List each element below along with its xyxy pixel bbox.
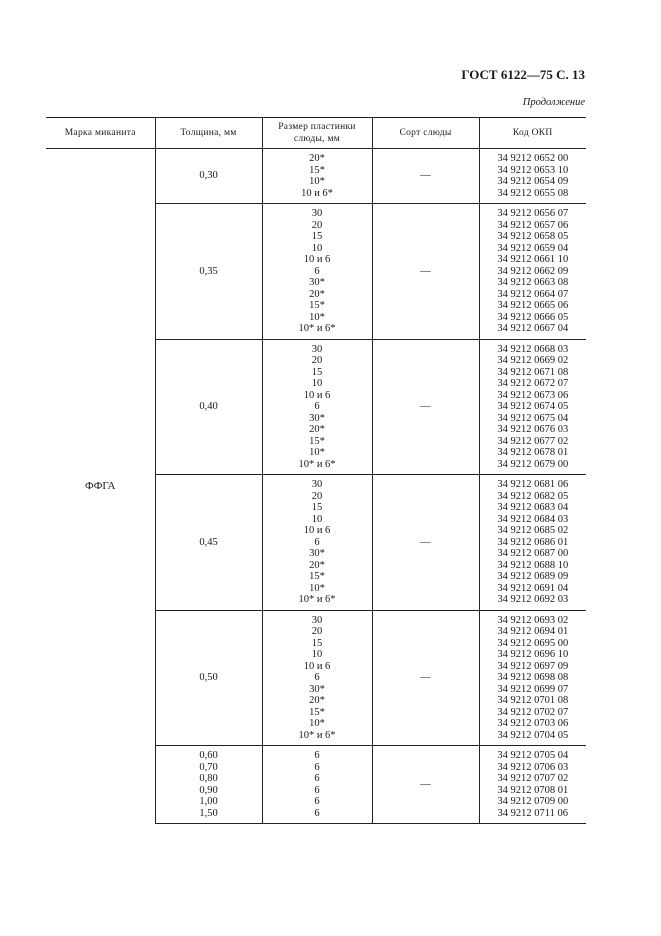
plate-size-value: 6	[314, 807, 320, 819]
okp-code-value: 34 9212 0686 01	[497, 536, 569, 548]
thickness-cell	[155, 610, 262, 746]
plate-size-value: 6	[314, 536, 320, 548]
mica-grade-cell: —	[372, 610, 479, 746]
plate-size-value: 15*	[309, 571, 325, 582]
plate-size-value: 20	[311, 490, 323, 502]
plate-size-value: 15	[311, 637, 323, 649]
okp-code-value: 34 9212 0652 00	[497, 153, 569, 164]
plate-size-value: 10	[311, 242, 323, 254]
okp-code-value: 34 9212 0678 01	[497, 447, 569, 458]
plate-size-value: 10 и 6	[303, 660, 331, 672]
plate-size-value: 10	[311, 513, 323, 525]
plate-size-cell	[262, 149, 372, 204]
okp-code-value: 34 9212 0654 09	[497, 176, 569, 187]
okp-code-value: 34 9212 0672 07	[497, 378, 569, 389]
table-body	[46, 149, 586, 824]
okp-code-cell	[479, 339, 586, 475]
continuation-label: Продолжение	[522, 97, 585, 108]
plate-size-value: 10*	[309, 582, 325, 594]
plate-size-cell	[262, 204, 372, 340]
okp-code-value: 34 9212 0668 03	[497, 343, 569, 355]
thickness-cell	[155, 746, 262, 824]
okp-code-value: 34 9212 0662 09	[497, 265, 569, 277]
okp-code-value: 34 9212 0705 04	[497, 750, 569, 761]
plate-size-value: 30	[311, 343, 323, 355]
plate-size-value: 15*	[309, 164, 325, 176]
thickness-cell	[155, 475, 262, 611]
okp-code-value: 34 9212 0659 04	[497, 242, 569, 254]
okp-code-value: 34 9212 0685 02	[497, 525, 569, 536]
okp-code-value: 34 9212 0704 05	[497, 729, 569, 741]
column-header-brand: Марка миканита	[46, 118, 155, 149]
table-header-row	[46, 118, 586, 149]
okp-code-value: 34 9212 0688 10	[497, 559, 569, 571]
plate-size-value: 10* и 6*	[298, 458, 336, 470]
plate-size-value: 30	[311, 208, 323, 219]
plate-size-value: 20	[311, 219, 323, 231]
okp-code-value: 34 9212 0677 02	[497, 435, 569, 447]
plate-size-value: 10* и 6*	[298, 729, 336, 741]
column-header-okp-code: Код ОКП	[479, 118, 586, 149]
thickness-cell	[155, 149, 262, 204]
plate-size-value: 30*	[309, 412, 325, 424]
plate-size-value: 30	[311, 614, 323, 626]
okp-code-value: 34 9212 0681 06	[497, 479, 569, 490]
plate-size-value: 10*	[309, 718, 325, 729]
plate-size-value: 15*	[309, 706, 325, 718]
plate-size-cell	[262, 475, 372, 611]
okp-code-value: 34 9212 0675 04	[497, 412, 569, 424]
plate-size-value: 10*	[309, 311, 325, 323]
thickness-value: 0,70	[199, 761, 218, 773]
okp-code-value: 34 9212 0674 05	[497, 401, 569, 412]
okp-code-value: 34 9212 0682 05	[497, 490, 569, 502]
mica-table	[46, 117, 586, 824]
thickness-value: 0,90	[199, 784, 218, 796]
plate-size-value: 30*	[309, 277, 325, 288]
column-header-plate-size: Размер пластинки слюды, мм	[262, 118, 372, 149]
okp-code-value: 34 9212 0707 02	[497, 773, 569, 784]
plate-size-value: 10*	[309, 447, 325, 458]
plate-size-cell	[262, 746, 372, 824]
thickness-value: 0,60	[199, 750, 218, 761]
okp-code-value: 34 9212 0664 07	[497, 288, 569, 300]
plate-size-value: 10 и 6*	[301, 187, 333, 199]
column-header-mica-grade: Сорт слюды	[372, 118, 479, 149]
plate-size-value: 30*	[309, 548, 325, 559]
okp-code-cell	[479, 149, 586, 204]
okp-code-value: 34 9212 0653 10	[497, 164, 569, 176]
mica-grade-cell: —	[372, 339, 479, 475]
thickness-value: 1,50	[199, 807, 218, 819]
plate-size-value: 15	[311, 231, 323, 242]
thickness-value: 0,40	[199, 401, 218, 412]
okp-code-value: 34 9212 0669 02	[497, 355, 569, 366]
plate-size-value: 10 и 6	[303, 389, 331, 401]
mica-grade-cell: —	[372, 475, 479, 611]
plate-size-value: 6	[314, 672, 320, 683]
okp-code-value: 34 9212 0709 00	[497, 796, 569, 807]
okp-code-value: 34 9212 0658 05	[497, 231, 569, 242]
okp-code-value: 34 9212 0708 01	[497, 784, 569, 796]
okp-code-value: 34 9212 0663 08	[497, 277, 569, 288]
plate-size-value: 6	[314, 750, 320, 761]
plate-size-value: 15*	[309, 435, 325, 447]
thickness-value: 1,00	[199, 796, 218, 807]
plate-size-value: 15*	[309, 300, 325, 311]
okp-code-value: 34 9212 0706 03	[497, 761, 569, 773]
plate-size-value: 30	[311, 479, 323, 490]
okp-code-value: 34 9212 0694 01	[497, 626, 569, 637]
plate-size-value: 10	[311, 649, 323, 660]
plate-size-value: 10*	[309, 176, 325, 187]
okp-code-value: 34 9212 0695 00	[497, 637, 569, 649]
plate-size-cell	[262, 339, 372, 475]
okp-code-value: 34 9212 0671 08	[497, 366, 569, 378]
plate-size-value: 20*	[309, 424, 325, 435]
plate-size-value: 20*	[309, 559, 325, 571]
okp-code-value: 34 9212 0698 08	[497, 672, 569, 683]
mica-grade-cell: —	[372, 746, 479, 824]
plate-size-value: 6	[314, 784, 320, 796]
thickness-cell	[155, 204, 262, 340]
okp-code-value: 34 9212 0701 08	[497, 695, 569, 706]
okp-code-value: 34 9212 0679 00	[497, 458, 569, 470]
plate-size-value: 6	[314, 773, 320, 784]
okp-code-value: 34 9212 0676 03	[497, 424, 569, 435]
thickness-value: 0,30	[199, 170, 218, 182]
plate-size-value: 10* и 6*	[298, 323, 336, 334]
okp-code-value: 34 9212 0692 03	[497, 594, 569, 605]
okp-code-value: 34 9212 0699 07	[497, 683, 569, 695]
okp-code-value: 34 9212 0656 07	[497, 208, 569, 219]
okp-code-cell	[479, 610, 586, 746]
plate-size-value: 10* и 6*	[298, 594, 336, 605]
thickness-value: 0,80	[199, 773, 218, 784]
plate-size-value: 20*	[309, 695, 325, 706]
page-header: ГОСТ 6122—75 С. 13	[461, 67, 585, 82]
column-header-thickness: Толщина, мм	[155, 118, 262, 149]
plate-size-cell	[262, 610, 372, 746]
okp-code-value: 34 9212 0697 09	[497, 660, 569, 672]
plate-size-value: 10 и 6	[303, 254, 331, 265]
plate-size-value: 30*	[309, 683, 325, 695]
plate-size-value: 20*	[309, 153, 325, 164]
plate-size-value: 6	[314, 796, 320, 807]
okp-code-value: 34 9212 0683 04	[497, 502, 569, 513]
plate-size-value: 6	[314, 761, 320, 773]
brand-cell: ФФГА	[46, 149, 155, 824]
mica-grade-cell: —	[372, 204, 479, 340]
mica-grade-cell: —	[372, 149, 479, 204]
okp-code-value: 34 9212 0693 02	[497, 614, 569, 626]
plate-size-value: 20	[311, 355, 323, 366]
plate-size-value: 20	[311, 626, 323, 637]
okp-code-value: 34 9212 0673 06	[497, 389, 569, 401]
okp-code-cell	[479, 475, 586, 611]
thickness-value: 0,50	[199, 672, 218, 683]
okp-code-value: 34 9212 0711 06	[497, 807, 568, 819]
okp-code-value: 34 9212 0696 10	[497, 649, 569, 660]
okp-code-value: 34 9212 0661 10	[497, 254, 569, 265]
okp-code-value: 34 9212 0691 04	[497, 582, 569, 594]
plate-size-value: 20*	[309, 288, 325, 300]
okp-code-value: 34 9212 0689 09	[497, 571, 569, 582]
plate-size-value: 6	[314, 265, 320, 277]
okp-code-value: 34 9212 0702 07	[497, 706, 569, 718]
okp-code-value: 34 9212 0703 06	[497, 718, 569, 729]
okp-code-cell	[479, 746, 586, 824]
okp-code-value: 34 9212 0684 03	[497, 513, 569, 525]
okp-code-value: 34 9212 0655 08	[497, 187, 569, 199]
okp-code-value: 34 9212 0667 04	[497, 323, 569, 334]
okp-code-cell	[479, 204, 586, 340]
okp-code-value: 34 9212 0687 00	[497, 548, 569, 559]
okp-code-value: 34 9212 0665 06	[497, 300, 569, 311]
thickness-value: 0,35	[199, 265, 218, 277]
okp-code-value: 34 9212 0657 06	[497, 219, 569, 231]
plate-size-value: 10 и 6	[303, 525, 331, 536]
table-row	[46, 149, 586, 204]
plate-size-value: 6	[314, 401, 320, 412]
plate-size-value: 15	[311, 502, 323, 513]
thickness-cell	[155, 339, 262, 475]
plate-size-value: 15	[311, 366, 323, 378]
okp-code-value: 34 9212 0666 05	[497, 311, 569, 323]
plate-size-value: 10	[311, 378, 323, 389]
thickness-value: 0,45	[199, 536, 218, 548]
